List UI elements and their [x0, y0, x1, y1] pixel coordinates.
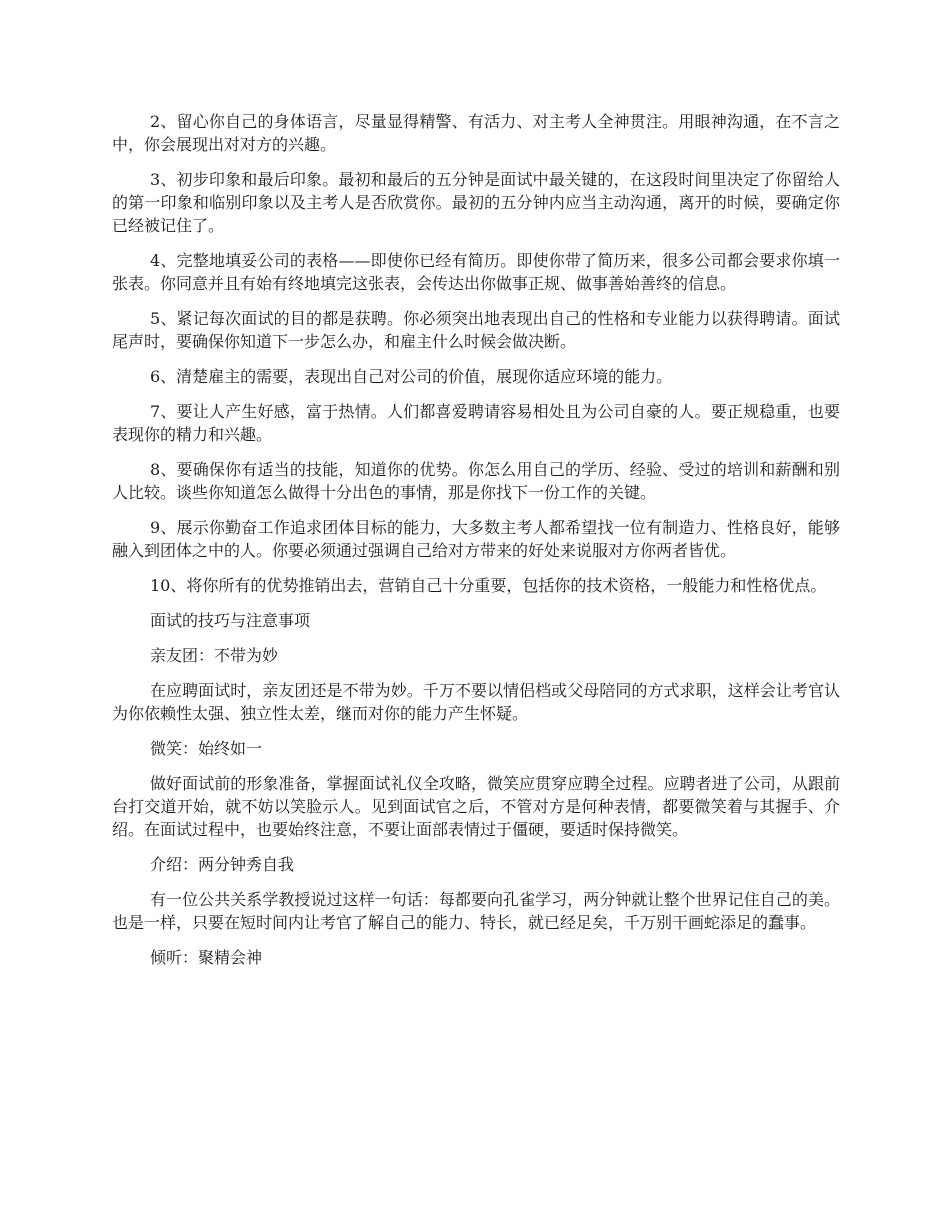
subheading-introduction: 介绍：两分钟秀自我: [150, 855, 295, 874]
subheading-listening: 倾听：聚精会神: [150, 948, 263, 967]
paragraph-tip-2: 2、留心你自己的身体语言，尽量显得精警、有活力、对主考人全神贯注。用眼神沟通，在不言之中，你会展现出对对方的兴趣。: [112, 112, 840, 154]
section-heading-interview-tips: 面试的技巧与注意事项: [150, 611, 311, 630]
paragraph-family: 在应聘面试时，亲友团还是不带为妙。千万不要以情侣档或父母陪同的方式求职，这样会让考官认为你依赖性太强、独立性太差，继而对你的能力产生怀疑。: [112, 681, 840, 723]
paragraph-tip-9: 9、展示你勤奋工作追求团体目标的能力，大多数主考人都希望找一位有制造力、性格良好，能够融入到团体之中的人。你要必须通过强调自己给对方带来的好处来说服对方你两者皆优。: [112, 518, 840, 560]
paragraph-tip-8: 8、要确保你有适当的技能，知道你的优势。你怎么用自己的学历、经验、受过的培训和薪酬和别人比较。谈些你知道怎么做得十分出色的事情，那是你找下一份工作的关键。: [112, 460, 840, 502]
subheading-smile: 微笑：始终如一: [150, 739, 263, 758]
paragraph-tip-10: 10、将你所有的优势推销出去，营销自己十分重要，包括你的技术资格，一般能力和性格优点。: [150, 576, 827, 595]
paragraph-tip-6: 6、清楚雇主的需要，表现出自己对公司的价值，展现你适应环境的能力。: [150, 367, 673, 386]
paragraph-tip-3: 3、初步印象和最后印象。最初和最后的五分钟是面试中最关键的，在这段时间里决定了你留给人的第一印象和临别印象以及主考人是否欣赏你。最初的五分钟内应当主动沟通，离开的时候，要确定你已经被记住了。: [112, 170, 840, 235]
paragraph-smile: 做好面试前的形象准备，掌握面试礼仪全攻略，微笑应贯穿应聘全过程。应聘者进了公司，从跟前台打交道开始，就不妨以笑脸示人。见到面试官之后，不管对方是何种表情，都要微笑着与其握手、介绍。在面试过程中，也要始终注意，不要让面部表情过于僵硬，要适时保持微笑。: [112, 774, 840, 839]
paragraph-introduction: 有一位公共关系学教授说过这样一句话：每都要向孔雀学习，两分钟就让整个世界记住自己的美。也是一样，只要在短时间内让考官了解自己的能力、特长，就已经足矣，千万别干画蛇添足的蠢事。: [112, 890, 840, 932]
paragraph-tip-7: 7、要让人产生好感，富于热情。人们都喜爱聘请容易相处且为公司自豪的人。要正规稳重，也要表现你的精力和兴趣。: [112, 402, 840, 444]
paragraph-tip-4: 4、完整地填妥公司的表格——即使你已经有简历。即使你带了简历来，很多公司都会要求你填一张表。你同意并且有始有终地填完这张表，会传达出你做事正规、做事善始善终的信息。: [112, 251, 840, 293]
paragraph-tip-5: 5、紧记每次面试的目的都是获聘。你必须突出地表现出自己的性格和专业能力以获得聘请。面试尾声时，要确保你知道下一步怎么办，和雇主什么时候会做决断。: [112, 309, 840, 351]
document-body: [112, 110, 840, 981]
subheading-family: 亲友团：不带为妙: [150, 646, 279, 665]
